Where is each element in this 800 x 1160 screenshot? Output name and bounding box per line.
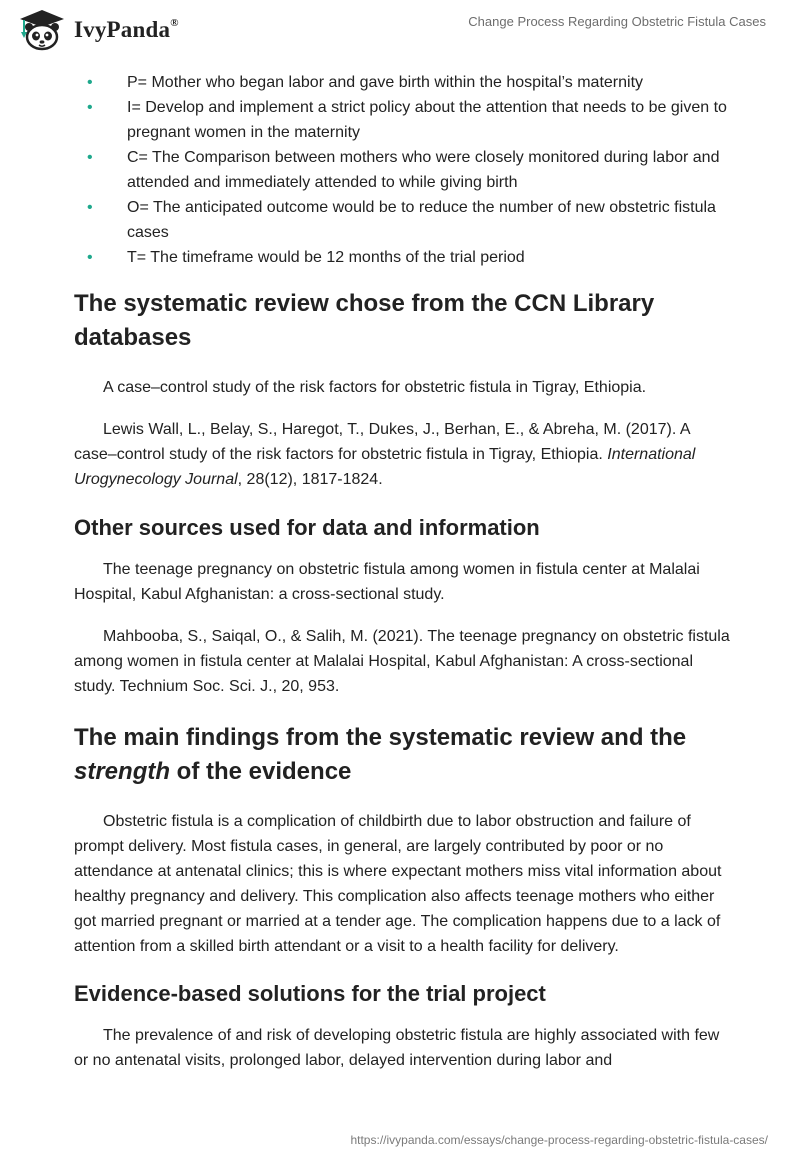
ivypanda-logo[interactable] <box>14 8 179 52</box>
page-header <box>0 0 800 60</box>
journal-name: International Urogynecology Journal <box>74 446 696 488</box>
document-title: Change Process Regarding Obstetric Fistula Cases <box>468 14 766 29</box>
list-item: • P= Mother who began labor and gave birth within the hospital’s maternity <box>74 70 734 95</box>
logo-text: IvyPanda® <box>74 17 179 42</box>
list-item: • O= The anticipated outcome would be to reduce the number of new obstetric fistula cases <box>74 195 734 245</box>
bullet-icon: • <box>87 199 93 216</box>
source-url[interactable]: https://ivypanda.com/essays/change-process-regarding-obstetric-fistula-cases/ <box>350 1133 768 1147</box>
bullet-icon: • <box>87 99 93 116</box>
list-item: • I= Develop and implement a strict policy about the attention that needs to be given to pregnant women in the maternity <box>74 95 734 145</box>
solutions-paragraph: The prevalence of and risk of developing obstetric fistula are highly associated with few or no antenatal visits, prolonged labor, delayed intervention during labor and <box>74 1027 720 1069</box>
article-title: The teenage pregnancy on obstetric fistula among women in fistula center at Malalai Hospital, Kabul Afghanistan: a cross-sectional study. <box>74 561 700 603</box>
list-item: • C= The Comparison between mothers who were closely monitored during labor and attended and immediately attended to while giving birth <box>74 145 734 195</box>
bullet-icon: • <box>87 74 93 91</box>
article-title: A case–control study of the risk factors for obstetric fistula in Tigray, Ethiopia. <box>103 379 647 396</box>
bullet-icon: • <box>87 149 93 166</box>
section-heading-evidence-solutions: Evidence-based solutions for the trial project <box>74 981 546 1006</box>
section-heading-other-sources: Other sources used for data and information <box>74 515 540 540</box>
section-heading-systematic-review: The systematic review chose from the CCN Library databases <box>74 290 655 351</box>
reference-citation: Lewis Wall, L., Belay, S., Haregot, T., Dukes, J., Berhan, E., & Abreha, M. (2017). A case–control study of the risk factors for obstetric fistula in Tigray, Ethiopia. International Urogynecology Journal, 28(12), 1817-1824. <box>74 421 696 488</box>
reference-citation: Mahbooba, S., Saiqal, O., & Salih, M. (2021). The teenage pregnancy on obstetric fistula among women in fistula center at Malalai Hospital, Kabul Afghanistan: A cross-sectional study. Technium Soc. Sci. J., 20, 953. <box>74 628 730 695</box>
section-heading-main-findings: The main findings from the systematic review and the strength of the evidence <box>74 724 687 785</box>
document-body <box>74 70 734 1073</box>
pico-list <box>74 70 734 270</box>
findings-paragraph: Obstetric fistula is a complication of childbirth due to labor obstruction and failure of prompt delivery. Most fistula cases, in general, are largely contributed by poor or no attendance at antenatal clinics; this is where expectant mothers miss vital information about healthy pregnancy and delivery. This complication also affects teenage mothers who either got married pregnant or married at a tender age. The complication happens due to a lack of attention from a skilled birth attendant or a visit to a health facility for delivery. <box>74 813 722 955</box>
list-item: • T= The timeframe would be 12 months of the trial period <box>74 245 734 270</box>
bullet-icon: • <box>87 249 93 266</box>
panda-icon <box>14 8 70 52</box>
